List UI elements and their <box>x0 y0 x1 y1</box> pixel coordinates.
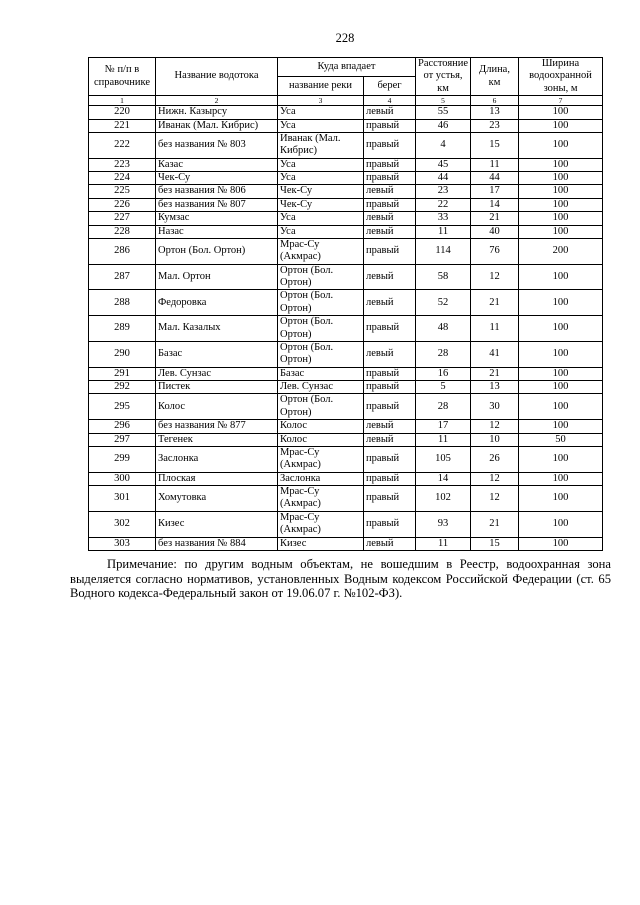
table-cell: Иванак (Мал. Кибрис) <box>156 119 278 132</box>
table-cell: Лев. Сунзас <box>278 381 364 394</box>
table-cell: 28 <box>416 394 471 420</box>
table-cell: правый <box>364 132 416 158</box>
table-cell: 44 <box>416 172 471 185</box>
table-cell: правый <box>364 381 416 394</box>
table-cell: левый <box>364 420 416 433</box>
table-row <box>89 225 603 238</box>
table-cell: 291 <box>89 367 156 380</box>
table-cell: 16 <box>416 367 471 380</box>
table-cell: Иванак (Мал. Кибрис) <box>278 132 364 158</box>
table-cell: 100 <box>519 106 603 119</box>
table-cell: Уса <box>278 212 364 225</box>
table-cell: 11 <box>471 316 519 342</box>
table-cell: 15 <box>471 537 519 550</box>
page-number: 228 <box>335 31 355 45</box>
table-cell: 100 <box>519 420 603 433</box>
table-cell: Хомутовка <box>156 486 278 512</box>
table-cell: 15 <box>471 132 519 158</box>
table-cell: 14 <box>416 472 471 485</box>
table-cell: 21 <box>471 290 519 316</box>
table-cell: 301 <box>89 486 156 512</box>
table-cell: Ортон (Бол. Ортон) <box>278 341 364 367</box>
header-col-zone-width: Ширина водоохранной зоны, м <box>519 58 603 96</box>
table-cell: 55 <box>416 106 471 119</box>
table-cell: 100 <box>519 367 603 380</box>
table-cell: Колос <box>278 433 364 446</box>
table-cell: Базас <box>156 341 278 367</box>
table-cell: левый <box>364 290 416 316</box>
table-cell: левый <box>364 433 416 446</box>
table-cell: 93 <box>416 511 471 537</box>
table-cell: 200 <box>519 238 603 264</box>
table-cell: 52 <box>416 290 471 316</box>
column-index-cell: 3 <box>278 96 364 106</box>
table-cell: 286 <box>89 238 156 264</box>
table-cell: 228 <box>89 225 156 238</box>
table-cell: 100 <box>519 225 603 238</box>
table-row <box>89 290 603 316</box>
table-row <box>89 511 603 537</box>
table-row <box>89 420 603 433</box>
table-cell: Плоская <box>156 472 278 485</box>
table-cell: Уса <box>278 158 364 171</box>
table-cell: правый <box>364 172 416 185</box>
table-row <box>89 381 603 394</box>
table-row <box>89 158 603 171</box>
table-cell: Заслонка <box>156 446 278 472</box>
column-index-cell: 1 <box>89 96 156 106</box>
table-row <box>89 472 603 485</box>
table-cell: 100 <box>519 316 603 342</box>
table-row <box>89 238 603 264</box>
header-col-distance: Расстояние от устья, км <box>416 58 471 96</box>
table-cell: 100 <box>519 394 603 420</box>
table-row <box>89 433 603 446</box>
header-col-river-name: название реки <box>278 77 364 96</box>
column-index-cell: 6 <box>471 96 519 106</box>
note-paragraph: Примечание: по другим водным объектам, не вошедшим в Реестр, водоохранная зона выделяется согласно нормативов, установленных Водным кодексом Российской Федерации (ст. 65 Водного кодекса-Федеральный закон от 19.06.07 г. №102-ФЗ). <box>70 557 611 600</box>
table-cell: 12 <box>471 486 519 512</box>
header-col-flows-into-group: Куда впадает <box>278 58 416 77</box>
table-cell: 11 <box>471 158 519 171</box>
header-col-index: № п/п в справочнике <box>89 58 156 96</box>
table-cell: 76 <box>471 238 519 264</box>
column-index-cell: 7 <box>519 96 603 106</box>
table-cell: Колос <box>156 394 278 420</box>
table-row <box>89 185 603 198</box>
header-col-name: Название водотока <box>156 58 278 96</box>
table-cell: Базас <box>278 367 364 380</box>
table-cell: 22 <box>416 198 471 211</box>
table-cell: 12 <box>471 420 519 433</box>
column-index-cell: 5 <box>416 96 471 106</box>
table-cell: 223 <box>89 158 156 171</box>
table-header <box>89 58 603 106</box>
table-row <box>89 367 603 380</box>
table-cell: 302 <box>89 511 156 537</box>
table-cell: 33 <box>416 212 471 225</box>
table-cell: правый <box>364 367 416 380</box>
table-cell: 221 <box>89 119 156 132</box>
table-cell: 44 <box>471 172 519 185</box>
table-cell: без названия № 806 <box>156 185 278 198</box>
table-cell: правый <box>364 446 416 472</box>
table-cell: 50 <box>519 433 603 446</box>
table-cell: правый <box>364 119 416 132</box>
table-cell: 299 <box>89 446 156 472</box>
table-cell: 5 <box>416 381 471 394</box>
table-row <box>89 264 603 290</box>
table-row <box>89 341 603 367</box>
table-cell: 17 <box>471 185 519 198</box>
table-cell: 14 <box>471 198 519 211</box>
table-cell: 13 <box>471 106 519 119</box>
table-cell: 11 <box>416 537 471 550</box>
table-cell: 100 <box>519 185 603 198</box>
table-cell: 11 <box>416 225 471 238</box>
table-cell: 21 <box>471 212 519 225</box>
table-cell: левый <box>364 185 416 198</box>
table-cell: 303 <box>89 537 156 550</box>
table-cell: Ортон (Бол. Ортон) <box>278 394 364 420</box>
column-index-cell: 4 <box>364 96 416 106</box>
table-row <box>89 486 603 512</box>
table-cell: 12 <box>471 472 519 485</box>
table-cell: Мрас-Су (Акмрас) <box>278 446 364 472</box>
table-cell: правый <box>364 394 416 420</box>
table-cell: Уса <box>278 119 364 132</box>
table-cell: Мрас-Су (Акмрас) <box>278 486 364 512</box>
table-cell: Нижн. Казырсу <box>156 106 278 119</box>
table-cell: 48 <box>416 316 471 342</box>
table-cell: 100 <box>519 264 603 290</box>
table-cell: Лев. Сунзас <box>156 367 278 380</box>
table-cell: 26 <box>471 446 519 472</box>
table-cell: Назас <box>156 225 278 238</box>
table-cell: без названия № 803 <box>156 132 278 158</box>
table-cell: 100 <box>519 172 603 185</box>
column-index-row <box>89 96 603 106</box>
table-cell: Кизес <box>278 537 364 550</box>
table-row <box>89 212 603 225</box>
table-cell: Мал. Казалых <box>156 316 278 342</box>
table-cell: 13 <box>471 381 519 394</box>
table-cell: 290 <box>89 341 156 367</box>
column-index-cell: 2 <box>156 96 278 106</box>
table-cell: Уса <box>278 172 364 185</box>
table-cell: Ортон (Бол. Ортон) <box>278 290 364 316</box>
table-cell: 12 <box>471 264 519 290</box>
table-cell: Кизес <box>156 511 278 537</box>
table-cell: 21 <box>471 367 519 380</box>
table-cell: Мрас-Су (Акмрас) <box>278 238 364 264</box>
table-cell: 23 <box>471 119 519 132</box>
table-cell: 220 <box>89 106 156 119</box>
table-cell: Казас <box>156 158 278 171</box>
table-cell: Заслонка <box>278 472 364 485</box>
table-cell: Чек-Су <box>278 198 364 211</box>
table-cell: 227 <box>89 212 156 225</box>
table-cell: 289 <box>89 316 156 342</box>
table-cell: левый <box>364 341 416 367</box>
table-cell: 100 <box>519 212 603 225</box>
table-row <box>89 132 603 158</box>
table-cell: Мрас-Су (Акмрас) <box>278 511 364 537</box>
table-cell: левый <box>364 537 416 550</box>
table-cell: левый <box>364 106 416 119</box>
table-cell: 100 <box>519 198 603 211</box>
table-cell: Чек-Су <box>156 172 278 185</box>
table-cell: 41 <box>471 341 519 367</box>
table-cell: без названия № 884 <box>156 537 278 550</box>
table-cell: 292 <box>89 381 156 394</box>
table-cell: 23 <box>416 185 471 198</box>
table-cell: 100 <box>519 511 603 537</box>
table-cell: 296 <box>89 420 156 433</box>
table-cell: 28 <box>416 341 471 367</box>
table-row <box>89 119 603 132</box>
table-cell: 100 <box>519 472 603 485</box>
table-cell: Тегенек <box>156 433 278 446</box>
table-cell: 100 <box>519 119 603 132</box>
table-cell: правый <box>364 316 416 342</box>
table-row <box>89 198 603 211</box>
header-col-bank: берег <box>364 77 416 96</box>
header-row-1 <box>89 58 603 77</box>
table-cell: 222 <box>89 132 156 158</box>
table-cell: 40 <box>471 225 519 238</box>
table-cell: 100 <box>519 486 603 512</box>
table-cell: Ортон (Бол. Ортон) <box>278 264 364 290</box>
table-cell: 100 <box>519 290 603 316</box>
table-cell: 10 <box>471 433 519 446</box>
table-cell: 287 <box>89 264 156 290</box>
table-row <box>89 446 603 472</box>
table-cell: 224 <box>89 172 156 185</box>
table-cell: 225 <box>89 185 156 198</box>
table-row <box>89 316 603 342</box>
table-cell: 45 <box>416 158 471 171</box>
table-cell: 100 <box>519 381 603 394</box>
table-cell: Колос <box>278 420 364 433</box>
table-cell: Пистек <box>156 381 278 394</box>
table-row <box>89 394 603 420</box>
table-row <box>89 537 603 550</box>
table-cell: 295 <box>89 394 156 420</box>
table-cell: без названия № 807 <box>156 198 278 211</box>
water-table-body <box>89 106 603 551</box>
table-cell: Мал. Ортон <box>156 264 278 290</box>
table-cell: Кумзас <box>156 212 278 225</box>
table-cell: левый <box>364 225 416 238</box>
table-cell: правый <box>364 238 416 264</box>
table-cell: 58 <box>416 264 471 290</box>
water-bodies-table <box>88 57 603 551</box>
table-cell: Ортон (Бол. Ортон) <box>278 316 364 342</box>
table-cell: 100 <box>519 158 603 171</box>
table-cell: правый <box>364 198 416 211</box>
table-cell: без названия № 877 <box>156 420 278 433</box>
table-cell: 100 <box>519 537 603 550</box>
table-cell: правый <box>364 486 416 512</box>
table-cell: 300 <box>89 472 156 485</box>
table-cell: 11 <box>416 433 471 446</box>
table-cell: правый <box>364 511 416 537</box>
table-cell: Чек-Су <box>278 185 364 198</box>
table-cell: Ортон (Бол. Ортон) <box>156 238 278 264</box>
table-cell: правый <box>364 472 416 485</box>
table-cell: 100 <box>519 341 603 367</box>
table-cell: 4 <box>416 132 471 158</box>
table-cell: 226 <box>89 198 156 211</box>
table-row <box>89 106 603 119</box>
table-cell: 114 <box>416 238 471 264</box>
table-cell: левый <box>364 212 416 225</box>
table-row <box>89 172 603 185</box>
table-cell: 17 <box>416 420 471 433</box>
table-cell: Уса <box>278 106 364 119</box>
table-cell: 30 <box>471 394 519 420</box>
table-cell: правый <box>364 158 416 171</box>
table-cell: левый <box>364 264 416 290</box>
table-cell: 21 <box>471 511 519 537</box>
header-col-length: Длина, км <box>471 58 519 96</box>
table-cell: 46 <box>416 119 471 132</box>
table-cell: 100 <box>519 132 603 158</box>
table-cell: 297 <box>89 433 156 446</box>
table-cell: 102 <box>416 486 471 512</box>
table-cell: 105 <box>416 446 471 472</box>
table-cell: 100 <box>519 446 603 472</box>
table-cell: Уса <box>278 225 364 238</box>
table-cell: Федоровка <box>156 290 278 316</box>
table-cell: 288 <box>89 290 156 316</box>
